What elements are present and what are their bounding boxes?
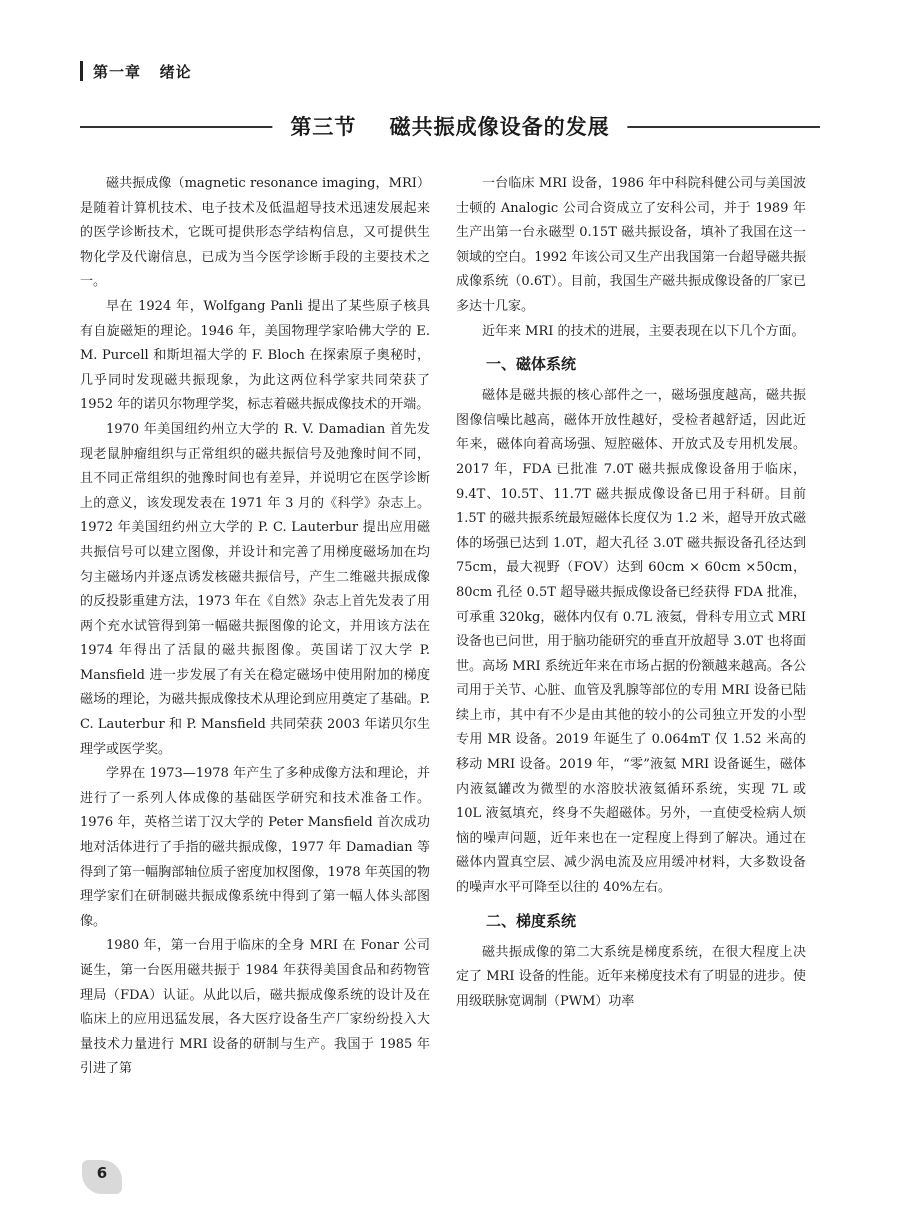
- paragraph: 早在 1924 年，Wolfgang Panli 提出了某些原子核具有自旋磁矩的理论。1946 年，美国物理学家哈佛大学的 E. M. Purcell 和斯坦福大学的 F. Bloch 在探索原子奥秘时，几乎同时发现磁共振现象，为此这两位科学家共同荣获了 1952 年的诺贝尔物理学奖，标志着磁共振成像技术的开端。: [80, 298, 430, 413]
- section-title: 第三节 磁共振成像设备的发展: [272, 104, 627, 150]
- section-title-block: [80, 104, 820, 150]
- paragraph: 磁体是磁共振的核心部件之一，磁场强度越高，磁共振图像信噪比越高，磁体开放性越好，受检者越舒适，因此近年来，磁体向着高场强、短腔磁体、开放式及专用机发展。2017 年，FDA 已批准 7.0T 磁共振成像设备用于临床，9.4T、10.5T、11.7T 磁共振成像设备已用于科研。目前 1.5T 的磁共振系统最短磁体长度仅为 1.2 米，超导开放式磁体的场强已达到 1.0T，超大孔径 3.0T 磁共振设备孔径达到 75cm，最大视野（FOV）达到 60cm × 60cm ×50cm，80cm 孔径 0.5T 超导磁共振成像设备已经获得 FDA 批准，可承重 320kg，磁体内仅有 0.7L 液氦，骨科专用立式 MRI 设备也已问世，用于脑功能研究的垂直开放超导 3.0T 也将面世。高场 MRI 系统近年来在市场占据的份额越来越高。各公司用于关节、心脏、血管及乳腺等部位的专用 MRI 设备已陆续上市，其中有不少是由其他的较小的公司独立开发的小型专用 MR 设备。2019 年诞生了 0.064mT 仅 1.52 米高的移动 MRI 设备。2019 年，“零”液氦 MRI 设备诞生，磁体内液氦罐改为微型的水溶胶状液氦循环系统，实现 7L 或 10L 液氦填充，终身不失超磁体。另外，一直使受检病人烦恼的噪声问题，近年来也在一定程度上得到了解决。通过在磁体内置真空层、减少涡电流及应用缓冲材料，大多数设备的噪声水平可降至以往的 40%左右。: [456, 388, 806, 896]
- chapter-title: 第一章 绪论: [93, 62, 192, 81]
- paragraph: 1970 年美国纽约州立大学的 R. V. Damadian 首先发现老鼠肿瘤组织与正常组织的磁共振信号及弛豫时间不同，且不同正常组织的弛豫时间也有差异，并说明它在医学诊断上的意义，该发现发表在 1971 年 3 月的《科学》杂志上。1972 年美国纽约州立大学的 P. C. Lauterbur 提出应用磁共振信号可以建立图像，并设计和完善了用梯度磁场加在均匀主磁场内并逐点诱发核磁共振信号，产生二维磁共振成像的反投影重建方法，1973 年在《自然》杂志上首先发表了用两个充水试管得到第一幅磁共振图像的论文，并用该方法在 1974 年得出了活鼠的磁共振图像。英国诺丁汉大学 P. Mansfield 进一步发展了有关在稳定磁场中使用附加的梯度磁场的理论，为磁共振成像技术从理论到应用奠定了基础。P. C. Lauterbur 和 P. Mansfield 共同荣获 2003 年诺贝尔生理学或医学奖。: [80, 421, 430, 757]
- page-number-badge: [82, 1160, 122, 1200]
- paragraph: 近年来 MRI 的技术的进展，主要表现在以下几个方面。: [482, 323, 805, 339]
- paragraph: 1980 年，第一台用于临床的全身 MRI 在 Fonar 公司诞生，第一台医用磁共振于 1984 年获得美国食品和药物管理局（FDA）认证。从此以后，磁共振成像系统的设计及在临床上的应用迅猛发展，各大医疗设备生产厂家纷纷投入大量技术力量进行 MRI 设备的研制与生产。我国于 1985 年引进了第: [80, 938, 430, 1077]
- paragraph: 磁共振成像的第二大系统是梯度系统，在很大程度上决定了 MRI 设备的性能。近年来梯度技术有了明显的进步。使用级联脉宽调制（PWM）功率: [456, 944, 806, 1009]
- subsection-heading-magnet: 一、磁体系统: [486, 355, 577, 374]
- paragraph: 一台临床 MRI 设备，1986 年中科院科健公司与美国波士顿的 Analogic 公司合资成立了安科公司，并于 1989 年生产出第一台永磁型 0.15T 磁共振设备，填补了我国在这一领域的空白。1992 年该公司又生产出我国第一台超导磁共振成像系统（0.6T）。目前，我国生产磁共振成像设备的厂家已多达十几家。: [456, 176, 806, 314]
- header-rule: [80, 61, 83, 81]
- page-number: 6: [96, 1164, 108, 1182]
- paragraph: 磁共振成像（magnetic resonance imaging，MRI）是随着计算机技术、电子技术及低温超导技术迅速发展起来的医学诊断技术，它既可提供形态学结构信息，又可提供生物化学及代谢信息，已成为当今医学诊断手段的主要技术之一。: [80, 176, 430, 290]
- left-column: [80, 172, 430, 1082]
- right-column: [456, 172, 806, 1014]
- paragraph: 学界在 1973—1978 年产生了多种成像方法和理论，并进行了一系列人体成像的基础医学研究和技术准备工作。1976 年，英格兰诺丁汉大学的 Peter Mansfield 首次成功地对活体进行了手指的磁共振成像，1977 年 Damadian 等得到了第一幅胸部轴位质子密度加权图像，1978 年英国的物理学家们在研制磁共振成像系统中得到了第一幅人体头部图像。: [80, 766, 430, 929]
- running-header: [80, 60, 192, 82]
- subsection-heading-gradient: 二、梯度系统: [486, 911, 577, 930]
